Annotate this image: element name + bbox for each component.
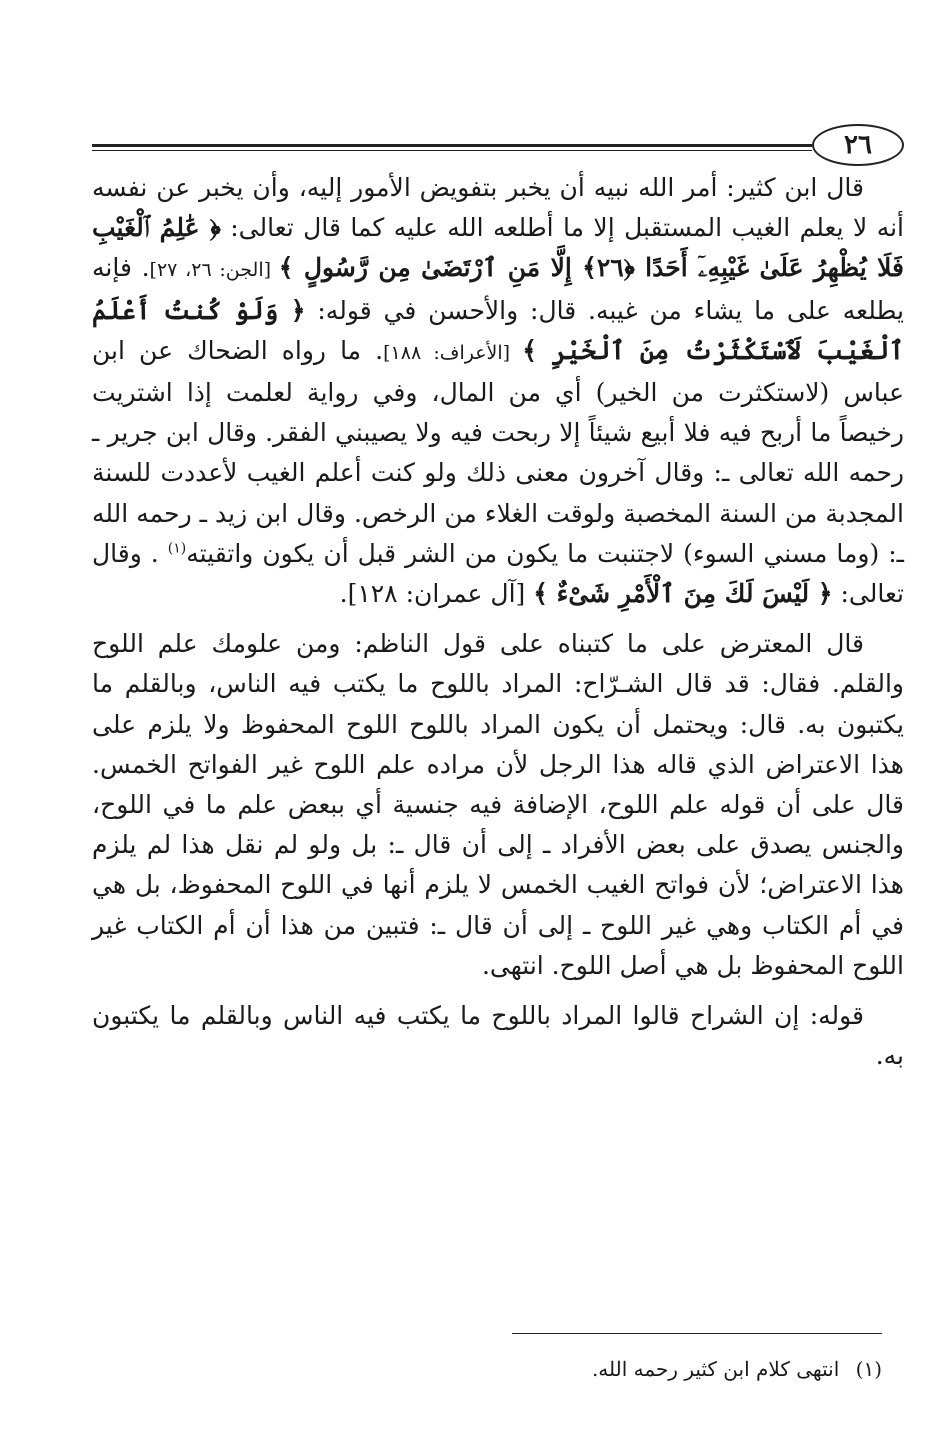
page-header (92, 124, 904, 166)
page-number-badge (812, 124, 904, 166)
footnote-separator (512, 1333, 882, 1334)
paragraph-text: . وقال تعالى: (92, 538, 904, 609)
verse-citation: [الأعراف: ١٨٨] (383, 341, 523, 364)
paragraph-text: قال ابن كثير: أمر الله نبيه أن يخبر بتفويض الأمور إليه، وأن يخبر عن نفسه أنه لا يعلم الغيب المستقبل إلا ما أطلعه الله عليه كما قال تعالى: (92, 173, 904, 243)
paragraph (92, 168, 904, 614)
header-rule (92, 144, 812, 147)
paragraph-text: قال المعترض على ما كتبناه على قول الناظم: ومن علومك علم اللوح والقلم. فقال: قد قال الشـرّاح: المراد باللوح ما يكتب فيه الناس، وبالقلم ما يكتبون به. قال: ويحتمل أن يكون المراد باللوح اللوح المحفوظ ولا يلزم على هذا الاعتراض الذي قاله هذا الرجل لأن مراده علم اللوح غير الفواتح الخمس. قال على أن قوله علم اللوح، الإضافة فيه جنسية أي ببعض علم ما في اللوح، والجنس يصدق على بعض الأفراد ـ إلى أن قال ـ: بل ولو لم نقل هذا لم يلزم هذا الاعتراض؛ لأن فواتح الغيب الخمس لا يلزم أنها في اللوح المحفوظ، بل هي في أم الكتاب وهي غير اللوح ـ إلى أن قال ـ: فتبين من هذا أن أم الكتاب غير اللوح المحفوظ بل هي أصل اللوح. انتهى. (92, 629, 904, 980)
quran-verse: ﴿ لَيْسَ لَكَ مِنَ ٱلْأَمْرِ شَىْءٌ ﴾ (533, 579, 833, 609)
footnote-text: انتهى كلام ابن كثير رحمه الله. (591, 1357, 840, 1381)
paragraph-text: . ما رواه الضحاك عن ابن عباس (لاستكثرت من الخير) أي من المال، وفي رواية لعلمت إذا اشتريت رخيصاً ما أربح فيه فلا أبيع شيئاً إلا ربحت فيه ولا يصيبني الفقر. وقال ابن جرير ـ رحمه الله تعالى ـ: وقال آخرون معنى ذلك ولو كنت أعلم الغيب لأعددت للسنة المجدبة من السنة المخصبة ولوقت الغلاء من الرخص. وقال ابن زيد ـ رحمه الله ـ: (وما مسني السوء) لاجتنبت ما يكون من الشر قبل أن يكون واتقيته (92, 335, 904, 568)
verse-citation: [الجن: ٢٦، ٢٧] (149, 259, 279, 282)
paragraph (92, 624, 904, 986)
footnote-number: (١) (855, 1357, 882, 1381)
paragraph-text: قوله: إن الشراح قالوا المراد باللوح ما يكتب فيه الناس وبالقلم ما يكتبون به. (92, 1001, 904, 1071)
header-rule-thin (92, 150, 812, 151)
footnote (92, 1354, 882, 1384)
quran-verse: ﴿ وَلَوْ كُنتُ أَعْلَمُ ٱلْغَيْبَ لَٱسْتَكْثَرْتُ مِنَ ٱلْخَيْرِ ﴾ (92, 295, 904, 365)
footnote-reference: (١) (167, 540, 187, 557)
paragraph-text: . فإنه يطلعه على ما يشاء من غيبه. قال: والأحسن في قوله: (92, 253, 904, 325)
quran-verse: ﴿ عَٰلِمُ ٱلْغَيْبِ فَلَا يُظْهِرُ عَلَىٰ غَيْبِهِۦٓ أَحَدًا ﴿٢٦﴾ إِلَّا مَنِ ٱرْتَضَىٰ مِن رَّسُولٍ ﴾ (92, 213, 904, 283)
paragraph-text: [آل عمران: ١٢٨]. (339, 579, 534, 609)
body-text (92, 168, 904, 1076)
page-number: ٢٦ (844, 130, 872, 160)
paragraph (92, 996, 904, 1076)
